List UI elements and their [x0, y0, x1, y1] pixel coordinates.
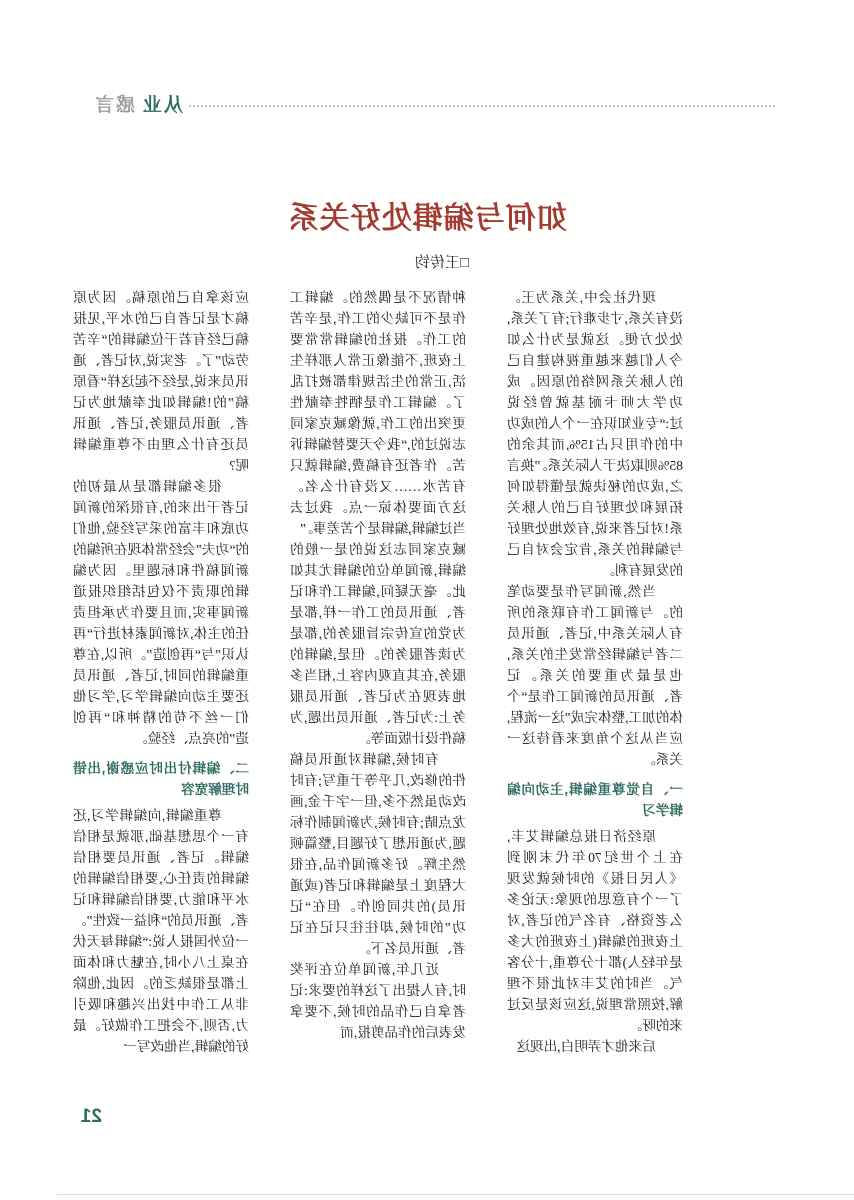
dotted-rule [189, 105, 775, 107]
text-column-2 [290, 287, 466, 1087]
article-paragraph: 现代社会中,关系为王。没有关系,寸步难行;有了关系,处处方便。这就是为什么如今人们越来越重视构建自己的人脉关系网络的原因。成功学大师卡耐基就曾经说过:“专业知识在一个人的成功中的作用只占15%,而其余的85%则取决于人际关系。”换言之,成功的秘诀就是懂得如何拓展和处理好自己的人脉关系!对记者来说,有效地处理好与编辑的关系,肯定会对自己的发展有利。 [507, 290, 683, 578]
column-header [93, 90, 775, 117]
article-paragraph: 应该拿自己的原稿。因为原稿才是记者自己的水平,见报稿已经有若干位编辑的“辛苦劳动”了。老实说,对记者、通讯员来说,是经不起这样“看原稿”的!编辑如此奉献地为记者、通讯员服务,记者、通讯员还有什么理由不尊重编辑呢? [73, 290, 249, 473]
article-paragraph: 有时候,编辑对通讯员稿件的修改,几乎等于重写;有时改动虽然不多,但一字千金,画龙点睛;有时候,为新闻制作标题,为通讯想了好题目,整篇顿然生辉。好多新闻作品,在很大程度上是编辑和记者(或通讯员)的共同创作。但在“记功”的时候,却往往只记在记者、通讯员名下。 [290, 752, 466, 956]
article-paragraph: 尊重编辑,向编辑学习,还有一个思想基础,那就是相信编辑。记者、通讯员要相信编辑的责任心,要相信编辑的水平和能力,要相信编辑和记者、通讯员的“利益一致性”。一位外国报人说:“编辑每天伏在桌上八小时,在魅力和体面上都是很缺乏的。因此,他除非从工作中找出兴趣和吸引力,否则,不会把工作做好。最好的编辑,当他改写一 [73, 808, 249, 1054]
article-byline: □王传钧 [414, 255, 470, 271]
text-column-1 [507, 287, 683, 1087]
article-paragraph: 原经济日报总编辑艾丰,在上个世纪70年代末刚到《人民日报》的时候就发现了一个有意思的现象:无论多么老资格、有名气的记者,对上夜班的编辑(上夜班的大多是年轻人)都十分尊重,十分客气。当时的艾丰对此很不理解,按照常理说,这应该是反过来的呀。 [507, 829, 683, 1033]
article-paragraph: 后来他才弄明白,出现这 [516, 1039, 656, 1054]
article-paragraph: 臧克家同志这说的是一般的编辑,新闻单位的编辑尤其如此。毫无疑问,编辑工作和记者、通讯员的工作一样,都是为党的宣传宗旨服务的,都是为读者服务的。但是,编辑的服务,在其直观内容上,相当多地表现在为记者、通讯员服务上:为记者、通讯员出题,为稿件设计版面等。 [290, 542, 466, 746]
text-column-3 [73, 287, 249, 1087]
page-number: 21 [80, 1106, 102, 1127]
article-title: 如何与编辑处好关系 [287, 202, 567, 235]
section-name-light: 感言 [93, 95, 136, 116]
article-paragraph: 很多编辑都是从最初的记者干出来的,有很深的新闻功底和丰富的采写经验,他们的“功夫”会经常体现在所编的新闻稿件和标题里。因为编辑的职责不仅包括组织报道新闻事实,而且要作为承担责任的主体,对新闻素材进行“再认识”与“再创造”。所以,在尊重编辑的同时,记者、通讯员还要主动向编辑学习,学习他们一丝不苟的精神和“再创造”的亮点、经验。 [73, 479, 249, 746]
section-heading-1: 一、自觉尊重编辑,主动向编辑学习 [507, 782, 683, 818]
article-paragraph: 种情况不是偶然的。编辑工作是不可缺少的工作,是辛苦的工作。报社的编辑常常要上夜班,不能像正常人那样生活,正常的生活规律都被打乱了。编辑工作是牺牲奉献性更突出的工作,就像臧克家同志说过的,“我今天要替编辑诉苦。作者还有稿费,编辑就只有苦水……又没有什么名。这方面要体谅一点。我过去当过编辑,编辑是个苦差事。” [290, 290, 466, 536]
section-name-strong: 从业 [141, 95, 184, 116]
article-paragraph: 近几年,新闻单位在评奖时,有人提出了这样的要求:记者拿自己作品的时候,不要拿发表后的作品剪报,而 [290, 962, 466, 1040]
scan-edge-line [57, 1194, 854, 1195]
section-heading-2: 二、编辑付出时应感谢,出错时理解宽容 [73, 761, 249, 797]
article-paragraph: 当然,新闻写作是要动笔的。与新闻工作有联系的所有人际关系中,记者、通讯员二者与编辑经常发生的关系,也是最为重要的关系。记者、通讯员的新闻工作是“个体的加工,整体完成”这一流程,应当从这个角度来看待这一关系。 [507, 584, 683, 767]
